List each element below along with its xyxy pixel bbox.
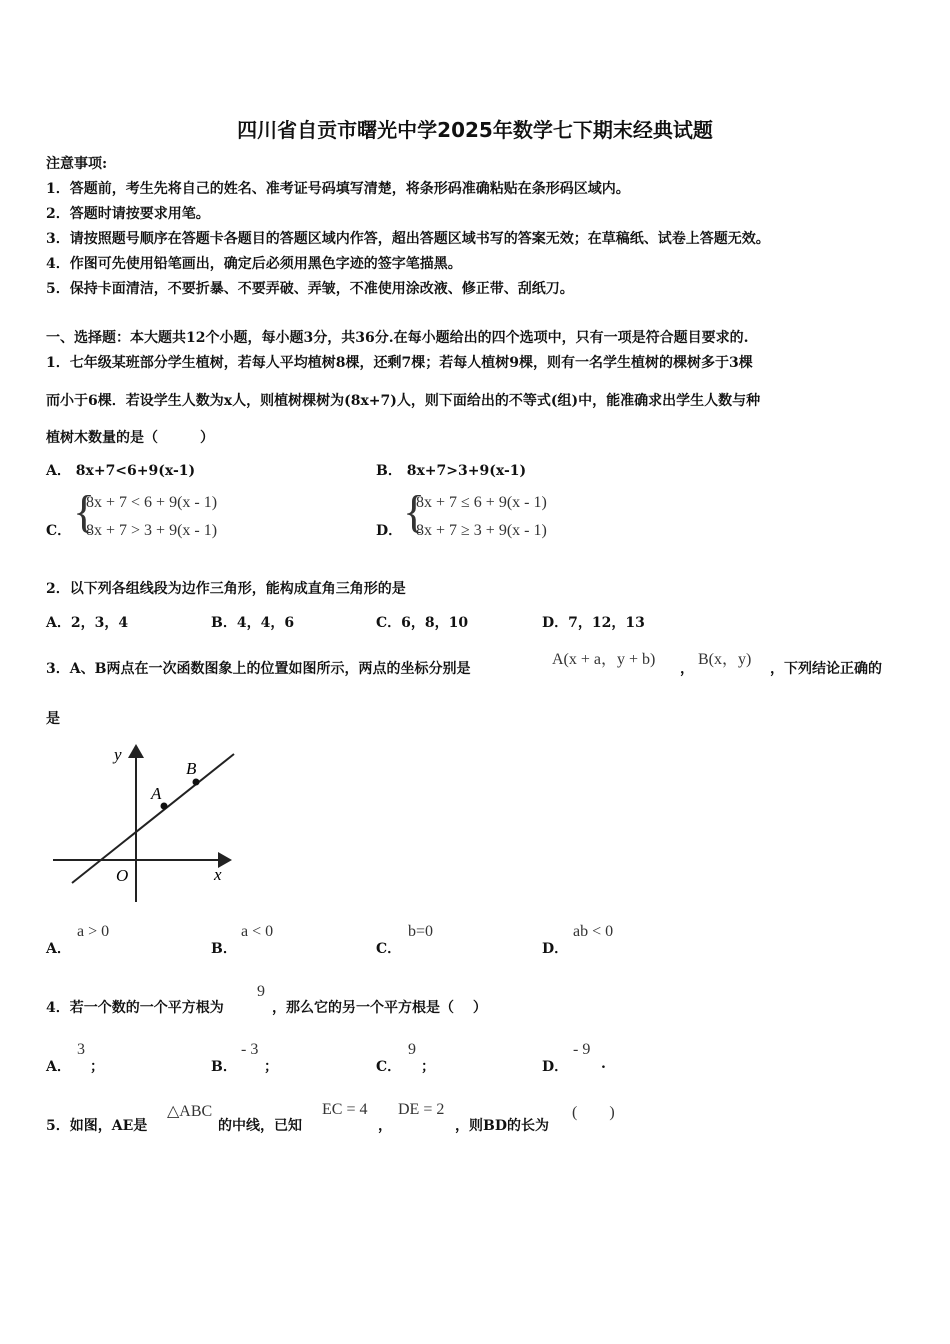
q4-text-end: ，那么它的另一个平方根是（ ） — [272, 1000, 487, 1016]
q1-option-d-label: D． — [376, 523, 403, 539]
q5-comma: ， — [378, 1118, 392, 1134]
q3-stem — [46, 658, 470, 678]
question-number: 4． — [46, 1000, 70, 1016]
q4-option-d: - 9 — [573, 1041, 591, 1058]
option-label: A． — [46, 463, 71, 479]
q1-option-d-line1: 8x + 7 ≤ 6 + 9(x - 1) — [416, 494, 547, 511]
q3-option-b-label: B． — [211, 941, 237, 957]
q4-text: 若一个数的一个平方根为 — [69, 1000, 224, 1016]
page-title: 四川省自贡市曙光中学2025年数学七下期末经典试题 — [237, 118, 713, 142]
q1-option-a — [46, 460, 195, 480]
q4-option-a-label: A． — [46, 1059, 71, 1075]
q3-text-end: ，下列结论正确的 — [770, 661, 882, 677]
q4-option-c: 9 — [408, 1041, 416, 1058]
question-number: 5． — [46, 1118, 70, 1134]
q5-de: DE = 2 — [398, 1101, 445, 1118]
q4-option-b-end: ； — [264, 1059, 278, 1075]
q5-ec: EC = 4 — [322, 1101, 368, 1118]
q2-option-a: A．2，3，4 — [46, 615, 129, 631]
y-axis-label: y — [114, 745, 122, 764]
q3-coord-b: B(x，y) — [698, 651, 752, 668]
q5-stem — [46, 1115, 147, 1135]
q1-option-c-line2: 8x + 7 > 3 + 9(x - 1) — [86, 522, 218, 539]
q4-option-c-end: ； — [421, 1059, 435, 1075]
q3-option-c-label: C． — [376, 941, 402, 957]
point-b-label: B — [186, 759, 197, 778]
x-axis-label: x — [214, 865, 222, 884]
q3-text-line2: 是 — [46, 711, 60, 727]
q5-answer-paren: ( ) — [572, 1104, 615, 1121]
q2-stem — [46, 578, 406, 598]
option-label: B． — [376, 463, 402, 479]
notice-item: 2．答题时请按要求用笔。 — [46, 206, 210, 222]
function-line — [72, 754, 234, 883]
section-heading: 一、选择题：本大题共12个小题，每小题3分，共36分.在每小题给出的四个选项中，只有一项是符合题目要求的. — [46, 330, 749, 346]
q5-text-mid: 的中线，已知 — [218, 1118, 302, 1134]
point-a-label: A — [151, 784, 162, 803]
q1-line2: 而小于6棵．若设学生人数为x人，则植树棵树为(8x+7)人，则下面给出的不等式(组)中，能准确求出学生人数与种 — [46, 393, 761, 409]
question-number: 1． — [46, 355, 70, 371]
q5-text: 如图，AE是 — [69, 1118, 148, 1134]
notice-item: 1．答题前，考生先将自己的姓名、准考证号码填写清楚，将条形码准确粘贴在条形码区域内。 — [46, 181, 630, 197]
q1-option-b — [376, 460, 526, 480]
q4-option-a: 3 — [77, 1041, 85, 1058]
q2-option-c: C．6，8，10 — [376, 615, 469, 631]
q2-option-b: B．4，4，6 — [211, 615, 295, 631]
q2-text: 以下列各组线段为边作三角形，能构成直角三角形的是 — [69, 581, 406, 597]
q4-stem — [46, 997, 224, 1017]
point-a — [161, 803, 168, 810]
q3-option-d-label: D． — [542, 941, 569, 957]
notice-item: 3．请按照题号顺序在答题卡各题目的答题区域内作答，超出答题区域书写的答案无效；在草稿纸、试卷上答题无效。 — [46, 231, 770, 247]
q5-text-end: ，则BD的长为 — [455, 1118, 549, 1134]
q3-option-d: ab < 0 — [573, 923, 614, 940]
q4-value: 9 — [257, 983, 265, 1000]
brace-icon: { — [73, 486, 96, 537]
q4-option-b: - 3 — [241, 1041, 259, 1058]
notice-heading: 注意事项: — [46, 156, 108, 172]
q1-option-c-label: C． — [46, 523, 72, 539]
question-number: 2． — [46, 581, 70, 597]
q1-line3: 植树木数量的是（ ） — [46, 430, 214, 446]
option-text: 8x+7>3+9(x-1) — [406, 463, 527, 479]
question-number: 3． — [46, 661, 70, 677]
notice-item: 4．作图可先使用铅笔画出，确定后必须用黑色字迹的签字笔描黑。 — [46, 256, 462, 272]
q4-option-a-end: ； — [90, 1059, 104, 1075]
q4-option-b-label: B． — [211, 1059, 237, 1075]
q4-option-c-label: C． — [376, 1059, 402, 1075]
q4-option-d-label: D． — [542, 1059, 569, 1075]
q3-option-b: a < 0 — [241, 923, 274, 940]
q3-option-c: b=0 — [408, 923, 434, 940]
origin-label: O — [116, 866, 129, 885]
q3-comma: ， — [680, 661, 694, 677]
brace-icon: { — [403, 486, 426, 537]
linear-function-graph — [50, 740, 240, 910]
q5-triangle: △ABC — [167, 1103, 213, 1120]
notice-item: 5．保持卡面清洁，不要折暴、不要弄破、弄皱，不准使用涂改液、修正带、刮纸刀。 — [46, 281, 574, 297]
q4-option-d-end: . — [601, 1056, 606, 1072]
q2-option-d: D．7，12，13 — [542, 615, 645, 631]
q3-text: A、B两点在一次函数图象上的位置如图所示，两点的坐标分别是 — [69, 661, 471, 677]
point-b — [193, 779, 200, 786]
q1-option-d-line2: 8x + 7 ≥ 3 + 9(x - 1) — [416, 522, 547, 539]
q1-option-c-line1: 8x + 7 < 6 + 9(x - 1) — [86, 494, 218, 511]
q1-text: 七年级某班部分学生植树，若每人平均植树8棵，还剩7棵；若每人植树9棵，则有一名学生植树的棵树多于3棵 — [69, 355, 753, 371]
q3-option-a-label: A． — [46, 941, 71, 957]
q1-line1 — [46, 352, 753, 372]
q3-coord-a: A(x + a，y + b) — [552, 651, 656, 668]
option-text: 8x+7<6+9(x-1) — [75, 463, 196, 479]
q3-option-a: a > 0 — [77, 923, 110, 940]
